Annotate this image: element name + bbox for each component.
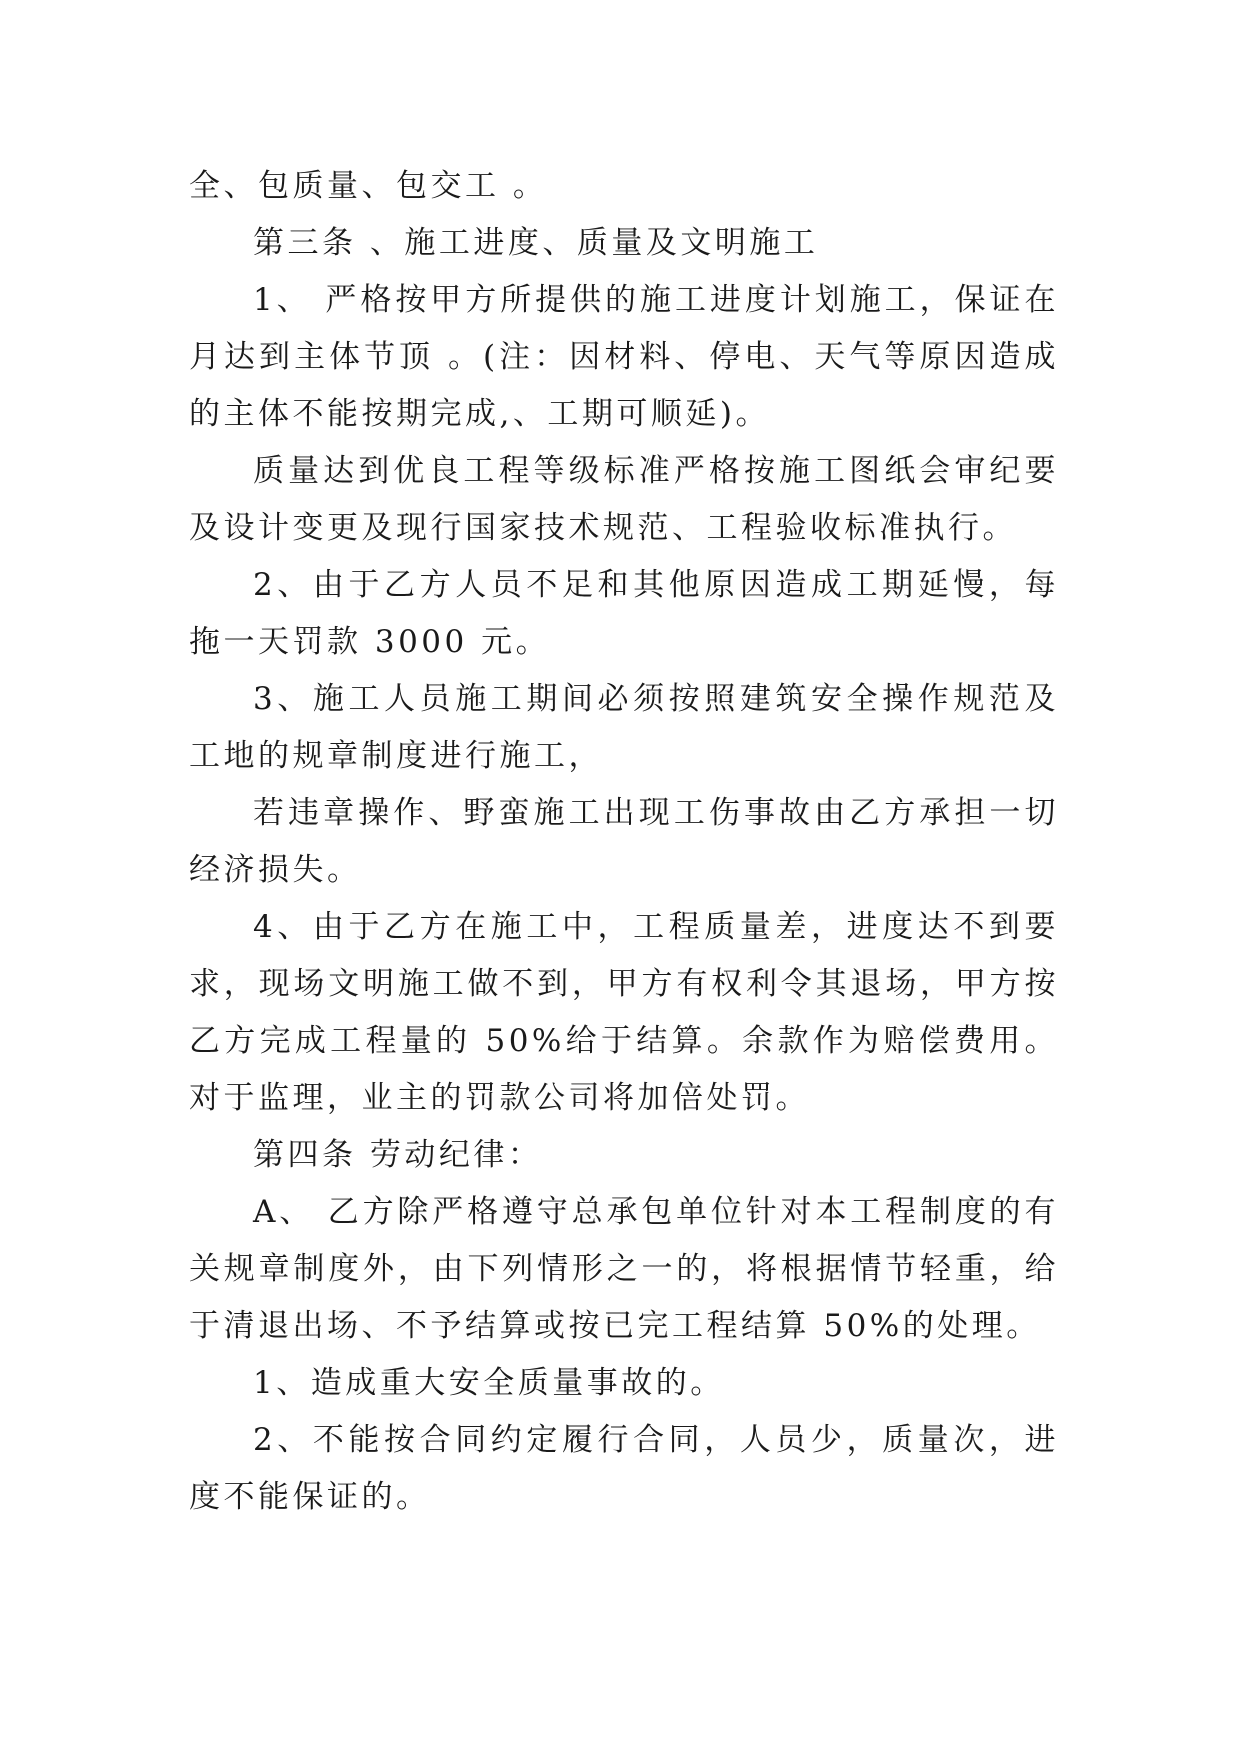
paragraph-violation: 若违章操作、野蛮施工出现工伤事故由乙方承担一切经济损失。 — [189, 795, 1059, 888]
paragraph-3-3: 3、施工人员施工期间必须按照建筑安全操作规范及工地的规章制度进行施工， — [189, 681, 1059, 774]
paragraph-4-a: A、 乙方除严格遵守总承包单位针对本工程制度的有关规章制度外，由下列情形之一的，将根据情节轻重，给于清退出场、不予结算或按已完工程结算 50%的处理。 — [189, 1194, 1059, 1344]
paragraph-3-1: 1、 严格按甲方所提供的施工进度计划施工，保证在月达到主体节顶 。(注：因材料、停电、天气等原因造成的主体不能按期完成,、工期可顺延)。 — [189, 282, 1059, 432]
article-3-heading: 第三条 、施工进度、质量及文明施工 — [253, 225, 819, 261]
paragraph-continuation: 全、包质量、包交工 。 — [189, 168, 548, 204]
paragraph-3-2: 2、由于乙方人员不足和其他原因造成工期延慢，每拖一天罚款 3000 元。 — [189, 567, 1059, 660]
paragraph-4-a-2: 2、不能按合同约定履行合同，人员少，质量次，进度不能保证的。 — [189, 1422, 1059, 1515]
document-body — [189, 158, 1059, 1526]
paragraph-3-4: 4、由于乙方在施工中，工程质量差，进度达不到要求，现场文明施工做不到，甲方有权利令其退场，甲方按乙方完成工程量的 50%给于结算。余款作为赔偿费用。对于监理，业主的罚款公司将加倍处罚。 — [189, 909, 1059, 1116]
article-4-heading: 第四条 劳动纪律： — [253, 1137, 543, 1173]
paragraph-4-a-1: 1、造成重大安全质量事故的。 — [253, 1365, 725, 1401]
paragraph-quality: 质量达到优良工程等级标准严格按施工图纸会审纪要及设计变更及现行国家技术规范、工程验收标准执行。 — [189, 453, 1059, 546]
